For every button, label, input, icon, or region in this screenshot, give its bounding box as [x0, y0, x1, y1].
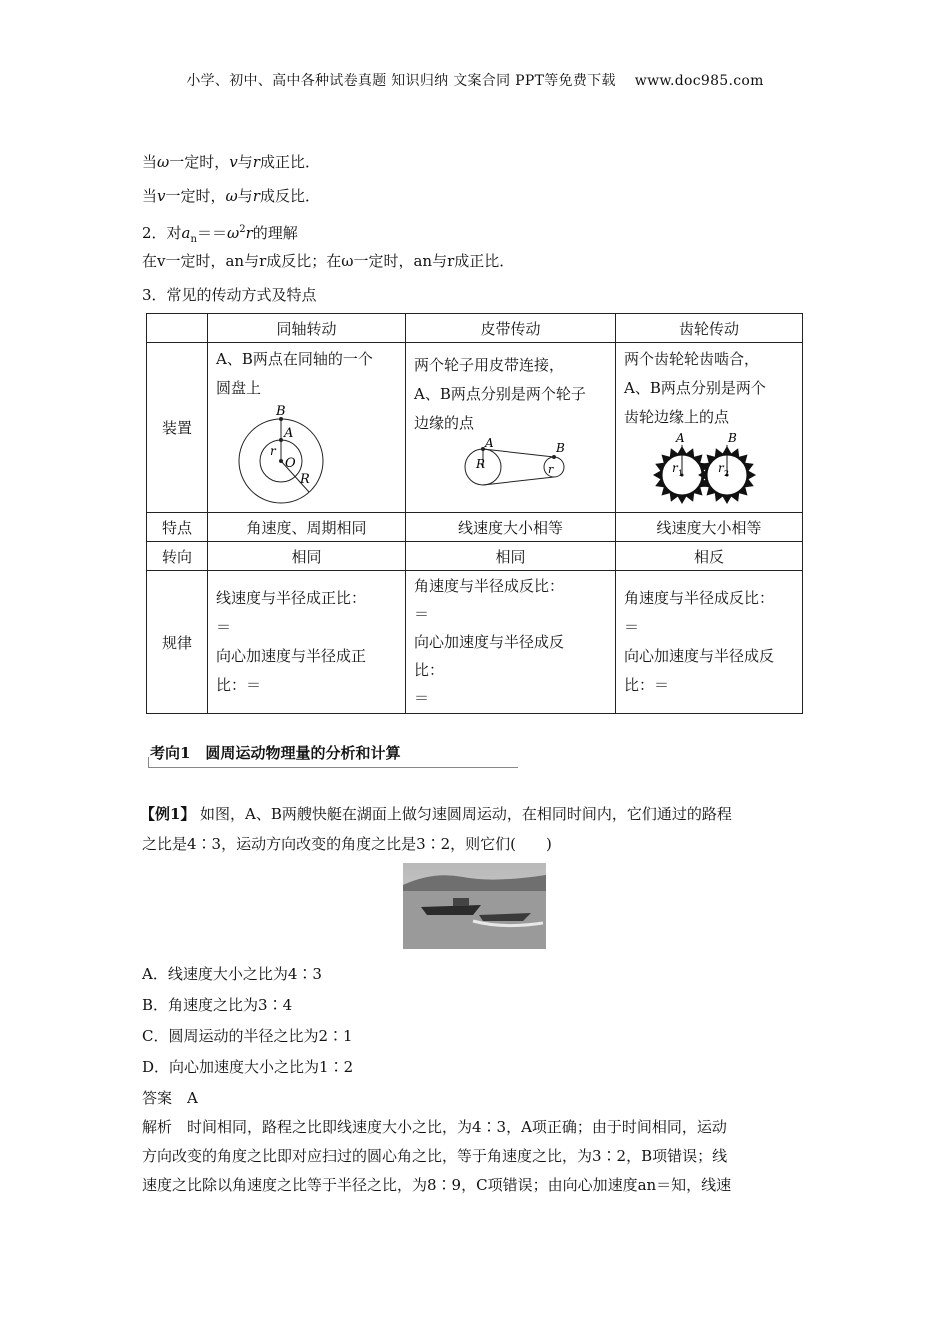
svg-text:r: r [672, 461, 678, 475]
section-underline-tick [148, 757, 149, 767]
analysis-line-3: 速度之比除以角速度之比等于半径之比，为8∶9，C项错误；由向心加速度an＝知，线速 [142, 1176, 732, 1194]
svg-text:2: 2 [724, 469, 730, 478]
header-gear: 齿轮传动 [616, 314, 803, 343]
svg-text:r: r [548, 463, 554, 476]
svg-text:R: R [300, 472, 310, 487]
svg-text:1: 1 [678, 469, 684, 478]
option-d: D．向心加速度大小之比为1∶2 [142, 1058, 354, 1076]
speedboats-photo [403, 863, 546, 949]
section-title: 考向1 圆周运动物理量的分析和计算 [150, 744, 401, 762]
example-tag: 【例1】 [140, 805, 196, 823]
svg-text:A: A [485, 438, 494, 450]
svg-text:R: R [476, 457, 486, 471]
table-header-row [147, 314, 803, 343]
example-line-2: 之比是4∶3，运动方向改变的角度之比是3∶2，则它们( ) [142, 835, 552, 853]
svg-text:r: r [718, 461, 724, 475]
section-2-heading: 2．对$a_n==\omega^2r$的理解 [142, 224, 298, 245]
svg-text:r: r [270, 444, 276, 458]
section-underline [148, 767, 518, 768]
text-line-1: 当ω一定时，v与r成正比． [142, 153, 320, 171]
header-belt: 皮带传动 [406, 314, 616, 343]
text-line-2: 当v一定时，ω与r成反比． [142, 187, 320, 205]
option-a: A．线速度大小之比为4∶3 [142, 965, 322, 983]
page-header: 小学、初中、高中各种试卷真题 知识归纳 文案合同 PPT等免费下载 www.doc985.com [186, 73, 764, 89]
section-3-heading: 3．常见的传动方式及特点 [142, 286, 317, 304]
device-gear: 两个齿轮轮齿啮合， A、B两点分别是两个 齿轮边缘上的点 A B r 1 r 2 [616, 343, 803, 513]
header-coaxial: 同轴转动 [208, 314, 406, 343]
svg-text:A: A [284, 426, 294, 441]
table-row-feature: 特点 角速度、周期相同 线速度大小相等 线速度大小相等 [147, 513, 803, 542]
coaxial-diagram [216, 403, 376, 508]
device-coaxial: A、B两点在同轴的一个 圆盘上 B A r O R [208, 343, 406, 513]
table-row-device: 装置 A、B两点在同轴的一个 圆盘上 B A r O R 两个轮子用皮带连接， A、B两点分别是两个轮子 边缘的点 A R B r 两个齿轮轮齿啮合， A、B两点分别是两个 齿轮边缘上的点 A B r 1 r 2 [147, 343, 803, 513]
option-c: C．圆周运动的半径之比为2∶1 [142, 1027, 353, 1045]
svg-text:O: O [285, 456, 296, 471]
device-belt: 两个轮子用皮带连接， A、B两点分别是两个轮子 边缘的点 A R B r [406, 343, 616, 513]
example-line-1: 如图，A、B两艘快艇在湖面上做匀速圆周运动，在相同时间内，它们通过的路程 [200, 805, 732, 823]
table-row-law: 规律 线速度与半径成正比： ＝ 向心加速度与半径成正 比：＝ 角速度与半径成反比： ＝ 向心加速度与半径成反 比： ＝ 角速度与半径成反比： ＝ 向心加速度与半径成反 比：＝ [147, 571, 803, 714]
svg-text:A: A [676, 432, 685, 445]
svg-text:B: B [728, 432, 737, 445]
table-row-direction: 转向 相同 相同 相反 [147, 542, 803, 571]
transmission-table [146, 313, 803, 714]
gear-diagram [624, 432, 774, 504]
answer: 答案 A [142, 1089, 198, 1107]
svg-text:B: B [276, 404, 286, 419]
svg-text:B: B [556, 441, 565, 455]
text-line-3: 在v一定时，an与r成反比；在ω一定时，an与r成正比． [142, 252, 515, 270]
analysis-line-1: 解析 时间相同，路程之比即线速度大小之比，为4∶3，A项正确；由于时间相同，运动 [142, 1118, 727, 1136]
analysis-line-2: 方向改变的角度之比即对应扫过的圆心角之比，等于角速度之比，为3∶2，B项错误；线 [142, 1147, 728, 1165]
option-b: B．角速度之比为3∶4 [142, 996, 293, 1014]
belt-diagram [414, 438, 584, 490]
